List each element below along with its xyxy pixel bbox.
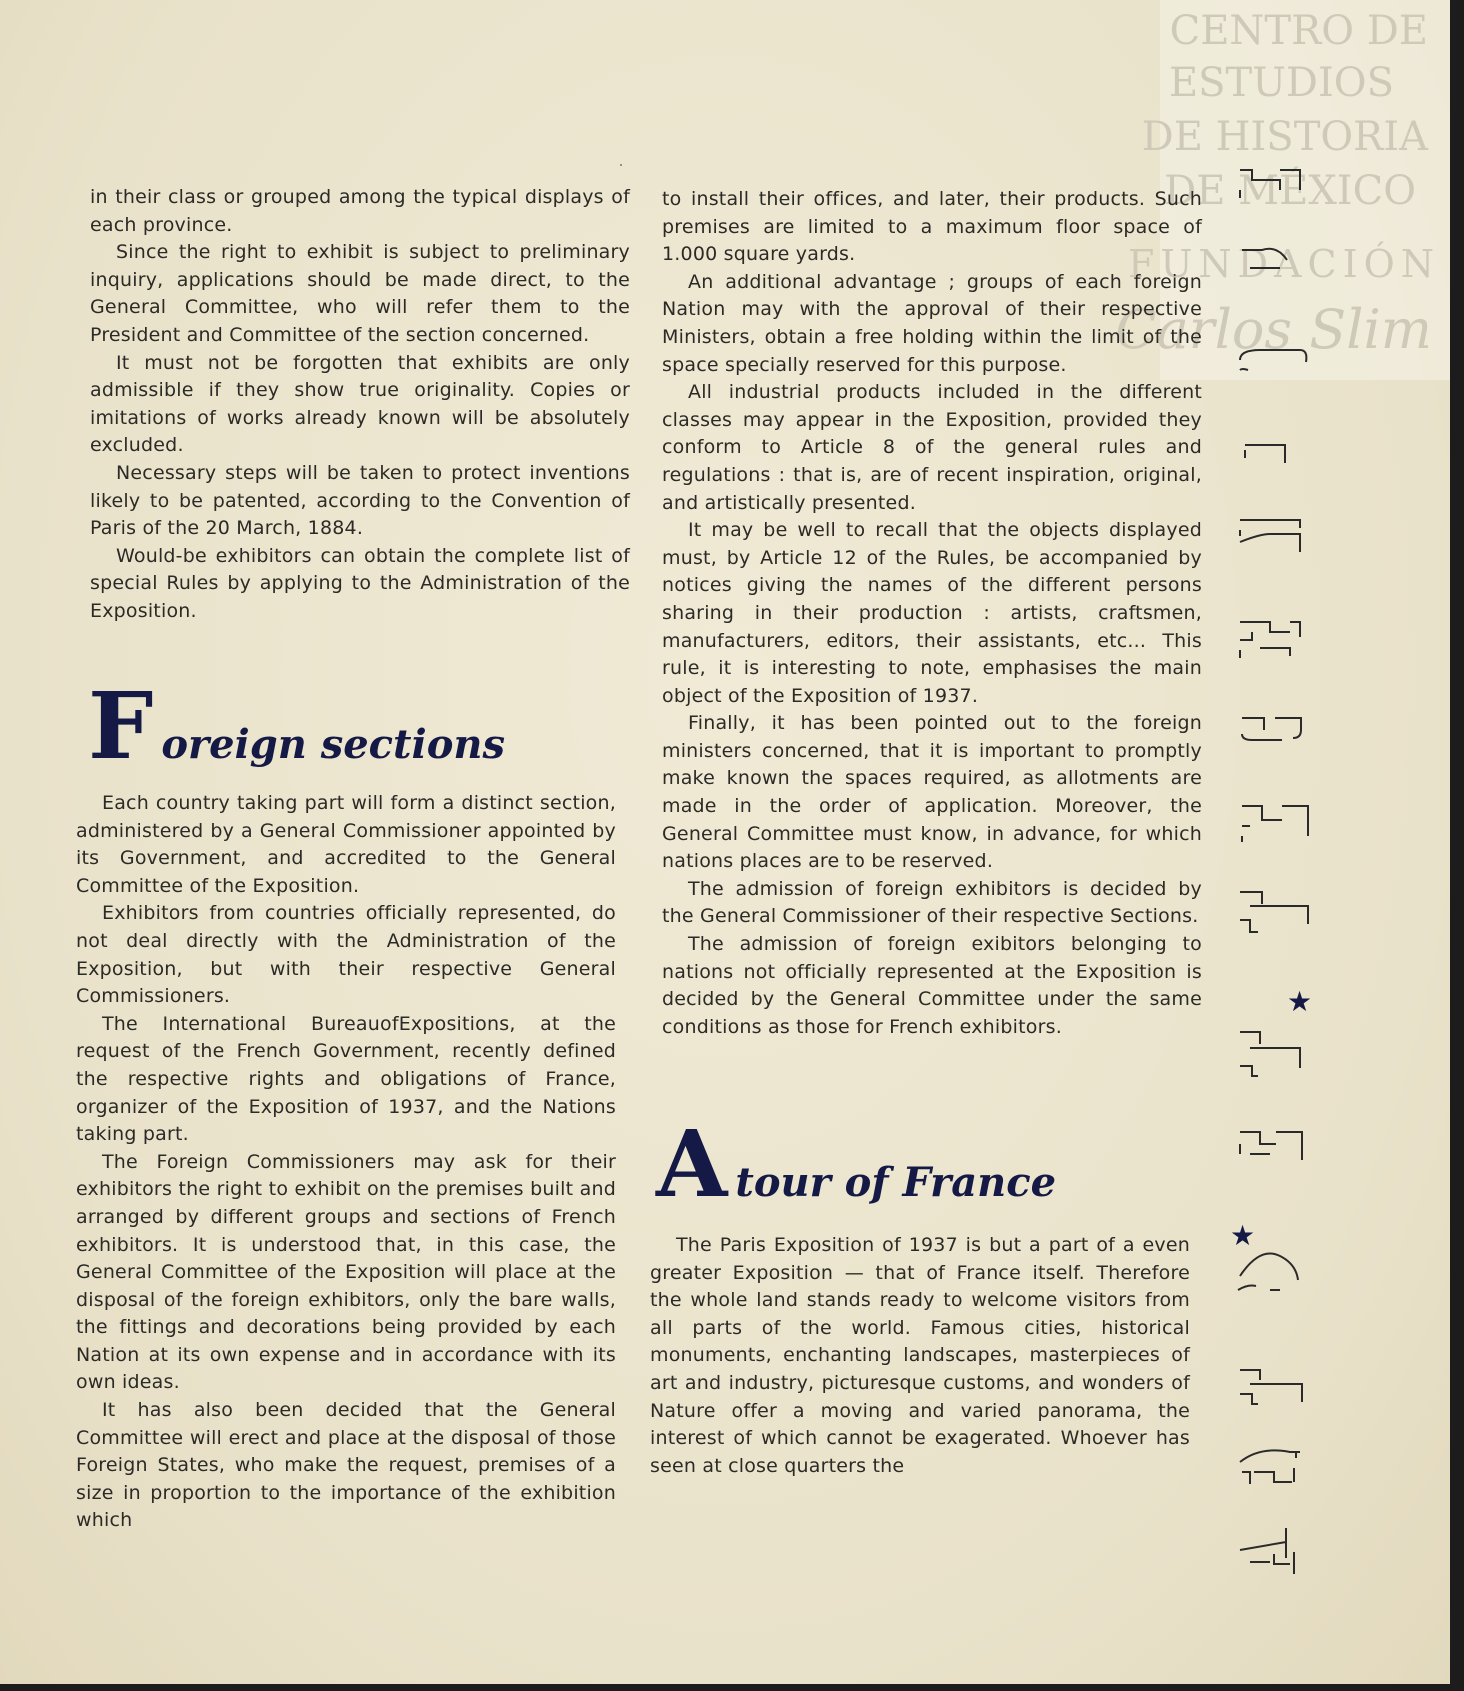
heading-text: oreign sections bbox=[161, 721, 505, 768]
margin-glyphs-svg bbox=[1210, 150, 1330, 1610]
watermark-signature: Carlos Slim bbox=[1115, 298, 1432, 361]
watermark-line: FUNDACIÓN bbox=[1127, 242, 1440, 286]
watermark-line: CENTRO DE bbox=[1169, 8, 1428, 54]
watermark-line: ESTUDIOS bbox=[1168, 60, 1394, 106]
section-heading-foreign bbox=[88, 672, 505, 780]
column-right-bottom bbox=[650, 1232, 1190, 1480]
paragraph: Necessary steps will be taken to protect inventions likely to be patented, according to the Convention of Paris of the 20 March, 1884. bbox=[90, 461, 630, 540]
paragraph: It may be well to recall that the objects displayed must, by Article 12 of the Rules, be accompanied by notices giving the names of the different persons sharing in their production : artists, craftsmen, manufacturers, editors, their assistants, etc... This rule, it is interesting to note, emphasises the main object of the Exposition of 1937. bbox=[662, 519, 1202, 707]
paragraph: Since the right to exhibit is subject to preliminary inquiry, applications should be made direct, to the General Committee, who will refer them to the President and Committee of the section concerned. bbox=[90, 241, 630, 346]
margin-decoration bbox=[1210, 150, 1330, 1610]
column-left-bottom bbox=[76, 790, 616, 1535]
column-right-top bbox=[662, 186, 1202, 1041]
star-icon: ★ bbox=[1287, 985, 1313, 1018]
heading-text: tour of France bbox=[735, 1159, 1057, 1206]
paragraph: It must not be forgotten that exhibits are only admissible if they show true originality. Copies or imitations of works already known will be absolutely excluded. bbox=[90, 351, 630, 457]
watermark-line: DE HISTORIA bbox=[1141, 114, 1428, 160]
paragraph: The admission of foreign exhibitors is decided by the General Commissioner of their respective Sections. bbox=[662, 877, 1202, 928]
ink-dot bbox=[620, 164, 622, 166]
paragraph: All industrial products included in the different classes may appear in the Exposition, provided they conform to Article 8 of the general rules and regulations : that is, are of recent inspiration, original, and artistically presented. bbox=[662, 381, 1202, 514]
paragraph: An additional advantage ; groups of each foreign Nation may with the approval of their respective Ministers, obtain a free holding within the limit of the space specially reserved for this purpose. bbox=[662, 270, 1202, 376]
paragraph: Finally, it has been pointed out to the foreign ministers concerned, that it is important to promptly make known the spaces required, as allotments are made in the order of application. Moreover, the General Committee must know, in advance, for which nations places are to be reserved. bbox=[662, 712, 1202, 873]
paragraph: to install their offices, and later, their products. Such premises are limited to a maximum floor space of 1.000 square yards. bbox=[662, 188, 1202, 266]
star-icon: ★ bbox=[1230, 1219, 1256, 1252]
paragraph: Each country taking part will form a distinct section, administered by a General Commissioner appointed by its Government, and accredited to the General Committee of the Exposition. bbox=[76, 792, 616, 897]
section-heading-tour bbox=[656, 1110, 1056, 1218]
paragraph: The Foreign Commissioners may ask for their exhibitors the right to exhibit on the premises built and arranged by different groups and sections of French exhibitors. It is understood that, in this case, the General Committee of the Exposition will place at the disposal of the foreign exhibitors, only the bare walls, the fittings and decorations being provided by each Nation at its own expense and in accordance with its own ideas. bbox=[76, 1150, 616, 1394]
paragraph: It has also been decided that the General Committee will erect and place at the disposal of those Foreign States, who make the request, premises of a size in proportion to the importance of the exhibition which bbox=[76, 1399, 616, 1532]
heading-initial: A bbox=[656, 1110, 728, 1218]
heading-initial: F bbox=[88, 672, 154, 780]
column-left-top bbox=[90, 184, 630, 626]
paragraph: The admission of foreign exibitors belonging to nations not officially represented at the Exposition is decided by the General Committee under the same conditions as those for French exhibitors. bbox=[662, 933, 1202, 1038]
paragraph: The Paris Exposition of 1937 is but a part of a even greater Exposition — that of France itself. Therefore the whole land stands ready to welcome visitors from all parts of the world. Famous cities, historical monuments, enchanting landscapes, masterpieces of art and industry, picturesque customs, and wonders of Nature offer a moving and varied panorama, the interest of which cannot be exagerated. Whoever has seen at close quarters the bbox=[650, 1234, 1190, 1477]
paragraph: Would-be exhibitors can obtain the complete list of special Rules by applying to the Administration of the Exposition. bbox=[90, 544, 630, 622]
paragraph: The International BureauofExpositions, at the request of the French Government, recently defined the respective rights and obligations of France, organizer of the Exposition of 1937, and the Nations taking part. bbox=[76, 1012, 616, 1146]
paragraph: Exhibitors from countries officially represented, do not deal directly with the Administration of the Exposition, but with their respective General Commissioners. bbox=[76, 902, 616, 1008]
paragraph: in their class or grouped among the typical displays of each province. bbox=[90, 186, 630, 236]
watermark-line: DE MÉXICO bbox=[1164, 168, 1416, 214]
